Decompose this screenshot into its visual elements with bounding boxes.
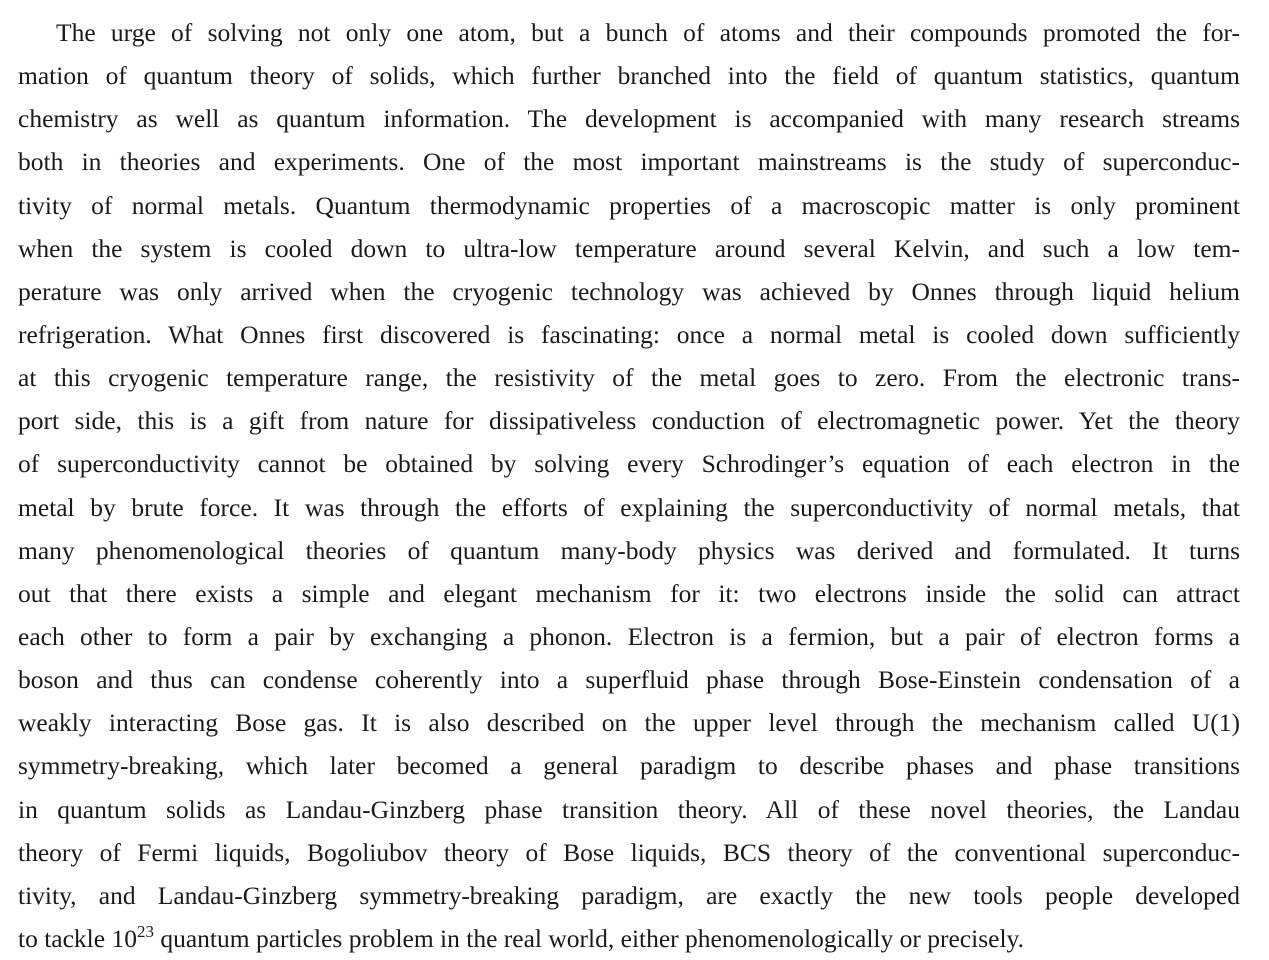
text-fragment: to tackle 10 (18, 923, 137, 953)
text-line: perature was only arrived when the cryogenic technology was achieved by Onnes through liquid helium (18, 276, 1240, 306)
text-line: weakly interacting Bose gas. It is also described on the upper level through the mechanism called U(1) (18, 708, 1240, 738)
text-fragment: quantum particles problem in the real world, either phenomenologically or precisely. (153, 923, 1024, 953)
text-line: tivity of normal metals. Quantum thermodynamic properties of a macroscopic matter is only prominent (18, 190, 1240, 220)
exponent: 23 (136, 921, 154, 941)
text-line: in quantum solids as Landau-Ginzberg phase transition theory. All of these novel theories, the Landau (18, 794, 1240, 824)
text-line: tivity, and Landau-Ginzberg symmetry-breaking paradigm, are exactly the new tools people developed (18, 880, 1240, 910)
text-line: both in theories and experiments. One of the most important mainstreams is the study of superconduc- (18, 147, 1240, 177)
text-line-last (18, 917, 1240, 960)
text-line: port side, this is a gift from nature for dissipativeless conduction of electromagnetic power. Yet the theory (18, 406, 1240, 436)
text-line: of superconductivity cannot be obtained by solving every Schrodinger’s equation of each electron in the (18, 449, 1240, 479)
text-line: each other to form a pair by exchanging a phonon. Electron is a fermion, but a pair of electron forms a (18, 621, 1240, 651)
text-line: The urge of solving not only one atom, but a bunch of atoms and their compounds promoted the for- (56, 18, 1240, 47)
text-line: boson and thus can condense coherently into a superfluid phase through Bose-Einstein condensation of a (18, 665, 1240, 695)
text-line: refrigeration. What Onnes first discovered is fascinating: once a normal metal is cooled down sufficiently (18, 319, 1240, 349)
text-line: chemistry as well as quantum information. The development is accompanied with many research streams (18, 104, 1240, 134)
text-line: symmetry-breaking, which later becomed a general paradigm to describe phases and phase transitions (18, 751, 1240, 781)
text-line: many phenomenological theories of quantum many-body physics was derived and formulated. It turns (18, 535, 1240, 565)
text-line: at this cryogenic temperature range, the resistivity of the metal goes to zero. From the electronic trans- (18, 363, 1240, 393)
text-line: out that there exists a simple and elegant mechanism for it: two electrons inside the solid can attract (18, 578, 1240, 608)
text-line: theory of Fermi liquids, Bogoliubov theory of Bose liquids, BCS theory of the conventional superconduc- (18, 837, 1240, 867)
text-line: when the system is cooled down to ultra-low temperature around several Kelvin, and such a low tem- (18, 233, 1240, 263)
text-line: mation of quantum theory of solids, which further branched into the field of quantum statistics, quantum (18, 61, 1240, 91)
text-line: metal by brute force. It was through the efforts of explaining the superconductivity of normal metals, that (18, 492, 1240, 522)
paragraph (18, 11, 1240, 960)
